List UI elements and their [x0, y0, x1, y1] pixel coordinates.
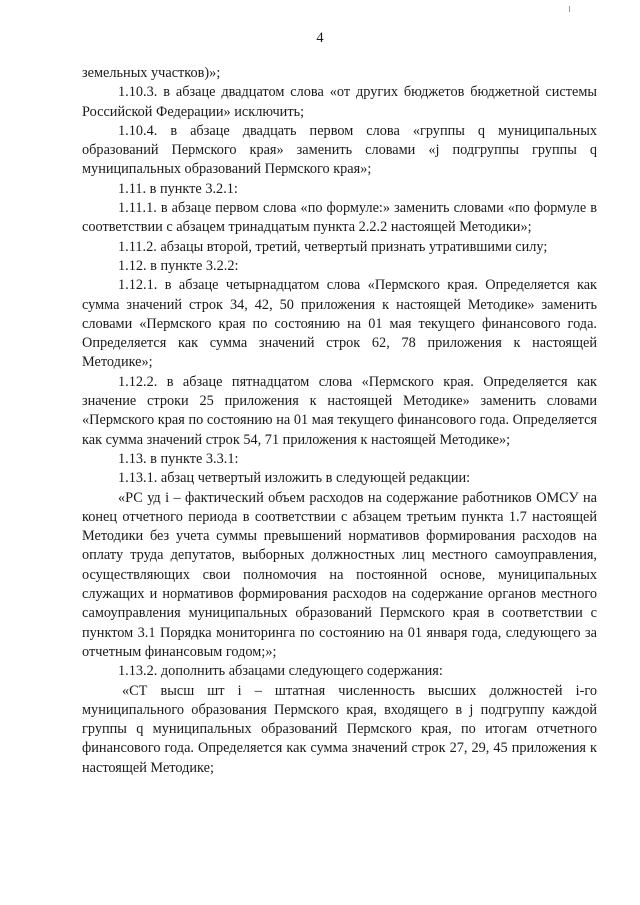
page-number: 4 [316, 30, 324, 46]
paragraph-1-11: 1.11. в пункте 3.2.1: [118, 180, 238, 197]
paragraph-1-13: 1.13. в пункте 3.3.1: [118, 450, 239, 467]
paragraph-1-13-2: 1.13.2. дополнить абзацами следующего содержания: [118, 663, 443, 680]
paragraph-1-11-2: 1.11.2. абзацы второй, третий, четвертый признать утратившими силу; [118, 238, 548, 255]
paragraph-1-11-1: 1.11.1. в абзаце первом слова «по формуле:» заменить словами «по формуле в соответствии с абзацем тринадцатым пункта 2.2.2 настоящей Методики»; [82, 200, 597, 236]
paragraph-continuation: земельных участков)»; [82, 65, 221, 81]
quoted-definition-rs: «РС уд i – фактический объем расходов на содержание работников ОМСУ на конец отчетного периода в соответствии с абзацем третьим пункта 1.7 настоящей Методики без учета суммы превышений нормативов формирования расходов на оплату труда депутатов, выборных должностных лиц местного самоуправления, осуществляющих свои полномочия на постоянной основе, муниципальных служащих и нормативов формирования расходов на содержание органов местного самоуправления муниципальных образований Пермского края в соответствии с пунктом 3.1 Порядка мониторинга по состоянию на 01 января года, следующего за отчетным финансовым годом;»; [82, 489, 597, 660]
paragraph-1-12: 1.12. в пункте 3.2.2: [118, 257, 239, 274]
quoted-definition-st: «СТ высш шт i – штатная численность высших должностей i-го муниципального образования Пермского края, входящего в j подгруппу каждой группы q муниципальных образований Пермского края, по итогам отчетного финансового года. Определяется как сумма значений строк 27, 29, 45 приложения к настоящей Методике; [82, 682, 597, 776]
paragraph-1-12-2: 1.12.2. в абзаце пятнадцатом слова «Пермского края. Определяется как значение строки 25 приложения к настоящей Методике» заменить словами «Пермского края по состоянию на 01 мая текущего финансового года. Определяется как сумма значений строк 54, 71 приложения к настоящей Методике»; [82, 373, 597, 448]
paragraph-1-13-1: 1.13.1. абзац четвертый изложить в следующей редакции: [118, 470, 471, 487]
paragraph-1-10-4: 1.10.4. в абзаце двадцать первом слова «группы q муниципальных образований Пермского края» заменить словами «j подгруппы группы q муниципальных образований Пермского края»; [82, 122, 597, 178]
paragraph-1-10-3: 1.10.3. в абзаце двадцатом слова «от других бюджетов бюджетной системы Российской Федерации» исключить; [82, 84, 597, 120]
document-body [82, 64, 597, 778]
paragraph-1-12-1: 1.12.1. в абзаце четырнадцатом слова «Пермского края. Определяется как сумма значений строк 34, 42, 50 приложения к настоящей Методике» заменить словами «Пермского края по состоянию на 01 мая текущего финансового года. Определяется как сумма значений строк 62, 78 приложения к настоящей Методике»; [82, 277, 597, 371]
scan-mark [569, 6, 570, 12]
